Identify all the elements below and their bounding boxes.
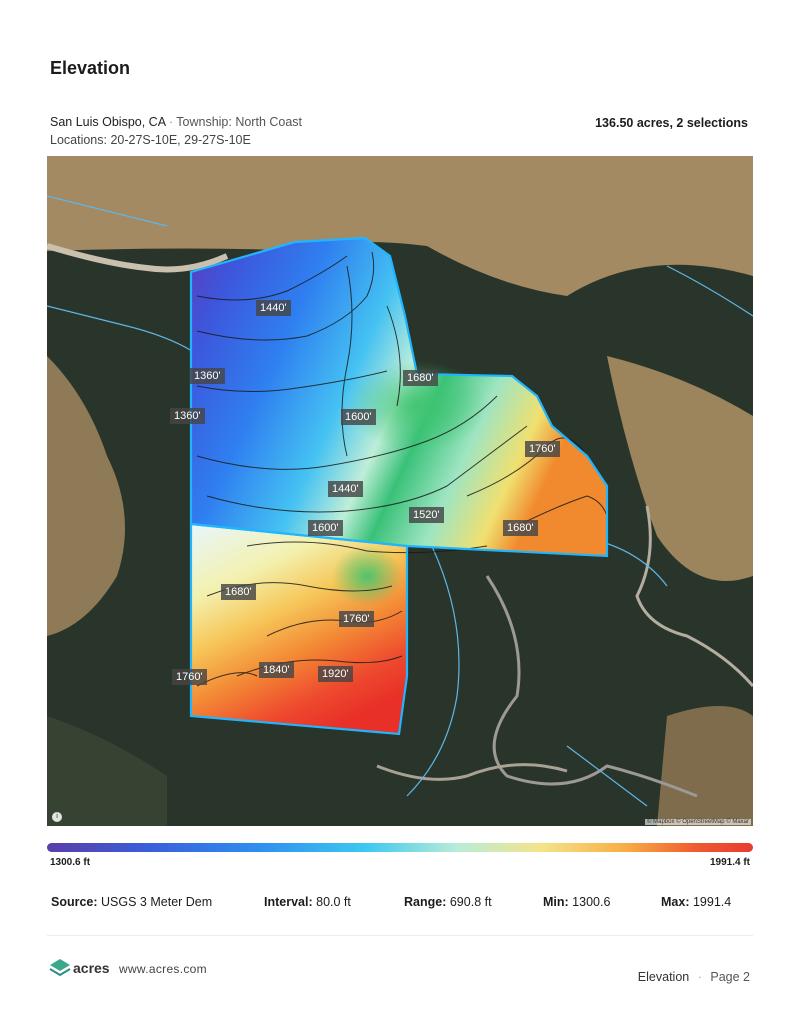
footer-separator: ·: [697, 970, 702, 984]
stat-min-value: 1300.6: [572, 895, 611, 909]
stat-min-label: Min:: [543, 895, 569, 909]
contour-label: 1440': [256, 300, 291, 316]
contour-label: 1600': [341, 409, 376, 425]
footer-divider: [47, 935, 753, 936]
township-label: Township: North Coast: [176, 115, 303, 129]
contour-label: 1360': [190, 368, 225, 384]
contour-label: 1760': [172, 669, 207, 685]
map-canvas: [47, 156, 753, 826]
acres-logo-icon[interactable]: [49, 958, 71, 978]
footer-page-title: Elevation: [637, 970, 690, 984]
page-title: Elevation: [50, 58, 131, 78]
acreage-summary: 136.50 acres, 2 selections: [595, 116, 748, 130]
contour-label: 1680': [503, 520, 538, 536]
scale-max-label: 1991.4 ft: [709, 857, 750, 868]
contour-label: 1520': [409, 507, 444, 523]
contour-label: 1360': [170, 408, 205, 424]
separator: ·: [168, 115, 174, 129]
contour-label: 1440': [328, 481, 363, 497]
stat-min: [543, 895, 610, 909]
elevation-map[interactable]: [47, 156, 753, 826]
contour-label: 1600': [308, 520, 343, 536]
contour-label: 1760': [339, 611, 374, 627]
brand-name[interactable]: acres: [73, 960, 110, 976]
scale-min-label: 1300.6 ft: [50, 857, 91, 868]
website-link[interactable]: www.acres.com: [119, 962, 207, 976]
page-footer-info: [638, 970, 750, 984]
stat-max: [661, 895, 731, 909]
stat-interval-label: Interval:: [264, 895, 313, 909]
stat-interval-value: 80.0 ft: [316, 895, 351, 909]
stat-range-label: Range:: [404, 895, 447, 909]
mapbox-logo-icon[interactable]: i: [52, 812, 62, 822]
stat-max-value: 1991.4: [692, 895, 732, 909]
stat-interval: [264, 895, 351, 909]
contour-label: 1760': [525, 441, 560, 457]
stat-range: [404, 895, 492, 909]
elevation-color-scale: [47, 843, 753, 852]
stat-source: [51, 895, 212, 909]
contour-label: 1920': [318, 666, 353, 682]
location-line: [50, 115, 302, 129]
county-label: San Luis Obispo, CA: [50, 115, 166, 129]
stat-source-value: USGS 3 Meter Dem: [101, 895, 213, 909]
contour-label: 1680': [403, 370, 438, 386]
stat-max-label: Max:: [661, 895, 690, 909]
stat-source-label: Source:: [51, 895, 98, 909]
contour-label: 1840': [259, 662, 294, 678]
map-attribution[interactable]: © Mapbox © OpenStreetMap © Maxar: [647, 819, 749, 825]
locations-label: Locations: 20-27S-10E, 29-27S-10E: [50, 133, 251, 147]
contour-label: 1680': [221, 584, 256, 600]
stat-range-value: 690.8 ft: [449, 895, 492, 909]
page-number: Page 2: [710, 970, 750, 984]
